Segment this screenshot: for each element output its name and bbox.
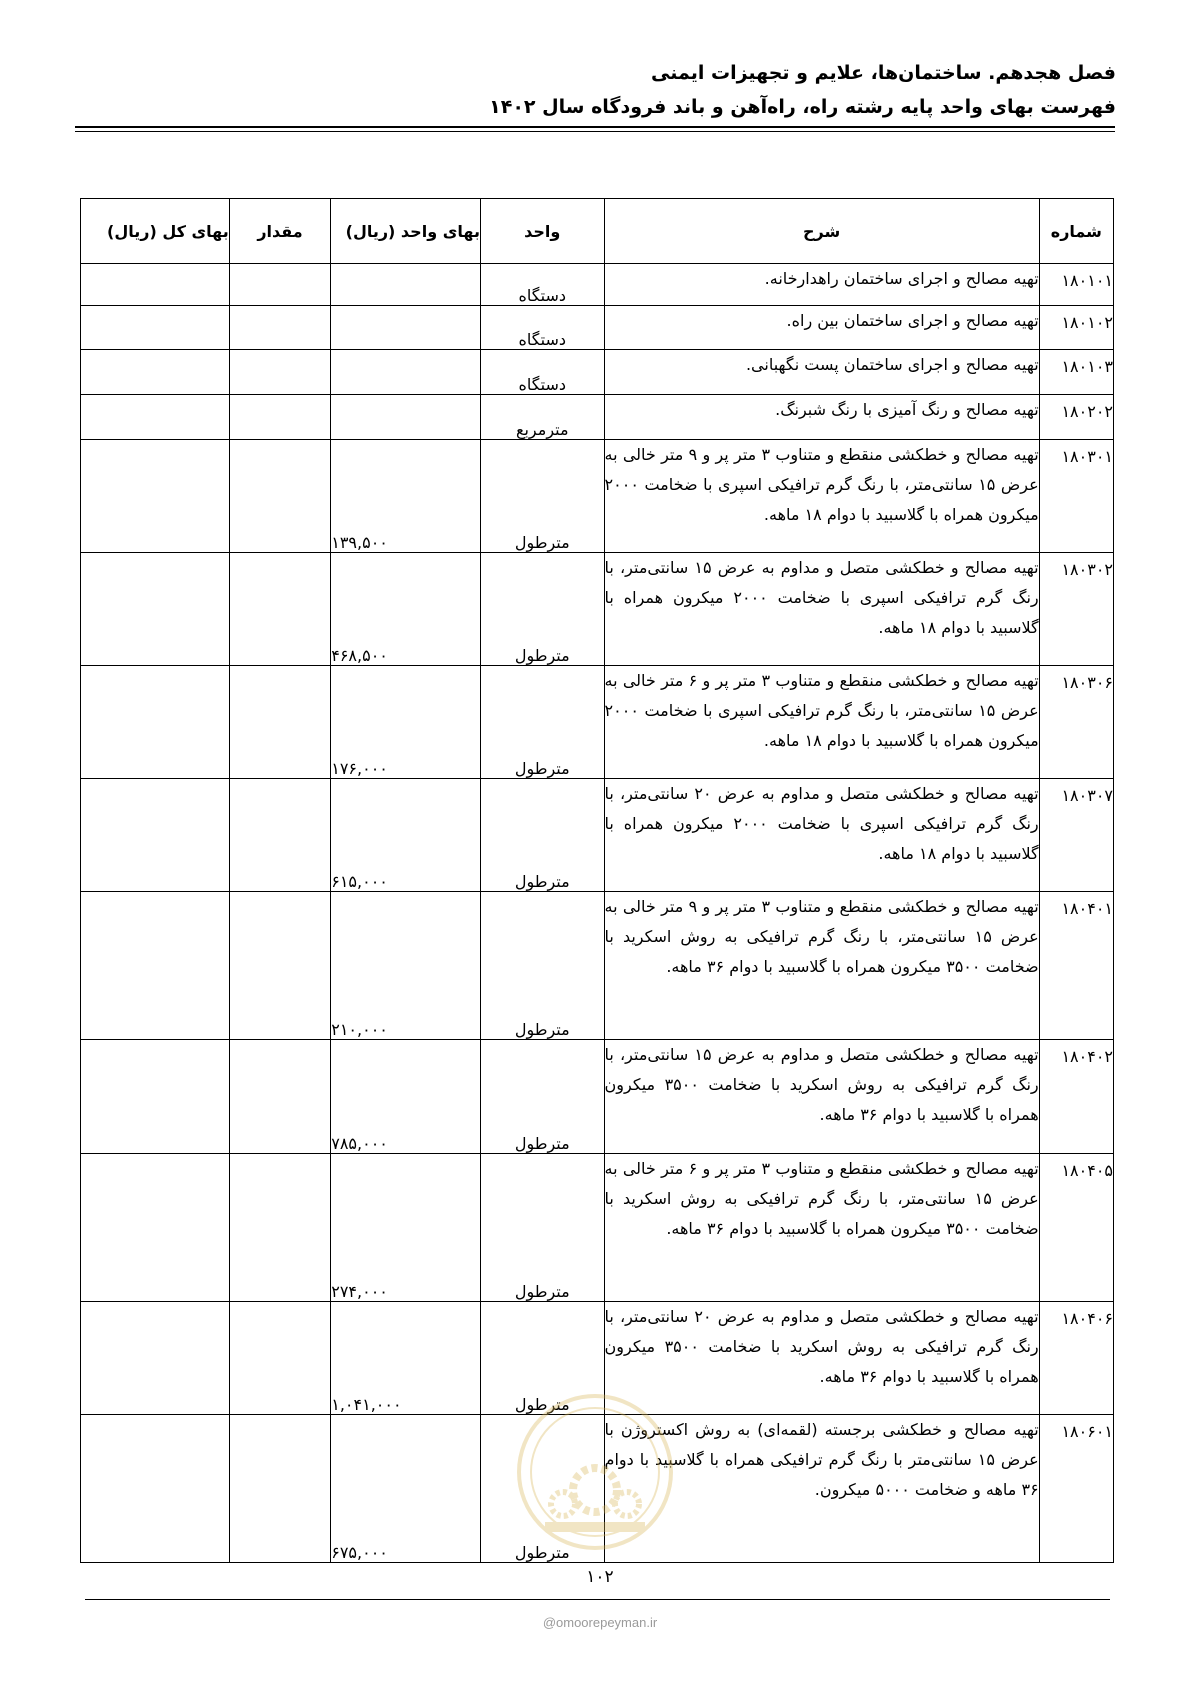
row-total-price: [81, 306, 230, 350]
row-description: تهیه مصالح و اجرای ساختمان بین راه.: [604, 306, 1039, 350]
table-row: [81, 306, 1114, 350]
row-total-price: [81, 264, 230, 306]
row-unit: دستگاه: [480, 264, 604, 306]
row-unit-price: ۱۷۶,۰۰۰: [331, 666, 481, 779]
row-unit-price: ۲۷۴,۰۰۰: [331, 1154, 481, 1302]
row-number: ۱۸۰۴۰۱: [1039, 892, 1113, 1040]
row-unit: مترطول: [480, 440, 604, 553]
table-row: [81, 666, 1114, 779]
row-number: ۱۸۰۴۰۲: [1039, 1040, 1113, 1154]
row-number: ۱۸۰۱۰۲: [1039, 306, 1113, 350]
header-total-price: بهای کل (ریال): [81, 199, 230, 264]
row-description: تهیه مصالح و خطکشی متصل و مداوم به عرض ۲۰ سانتی‌متر، با رنگ گرم ترافیکی اسپری با ضخامت ۲۰۰۰ میکرون همراه با گلاسبید با دوام ۱۸ ماهه.: [604, 779, 1039, 892]
row-unit-price: [331, 350, 481, 395]
row-description: تهیه مصالح و اجرای ساختمان پست نگهبانی.: [604, 350, 1039, 395]
row-quantity: [229, 1040, 330, 1154]
row-description: تهیه مصالح و اجرای ساختمان راهدارخانه.: [604, 264, 1039, 306]
row-quantity: [229, 892, 330, 1040]
row-unit-price: ۷۸۵,۰۰۰: [331, 1040, 481, 1154]
row-unit: مترطول: [480, 1302, 604, 1415]
row-unit-price: [331, 264, 481, 306]
table-row: [81, 1302, 1114, 1415]
row-total-price: [81, 1040, 230, 1154]
row-unit-price: ۶۱۵,۰۰۰: [331, 779, 481, 892]
row-description: تهیه مصالح و رنگ آمیزی با رنگ شبرنگ.: [604, 395, 1039, 440]
row-quantity: [229, 306, 330, 350]
table-row: [81, 779, 1114, 892]
row-unit-price: ۴۶۸,۵۰۰: [331, 553, 481, 666]
row-unit: مترطول: [480, 1040, 604, 1154]
header-quantity: مقدار: [229, 199, 330, 264]
page-number: ۱۰۲: [586, 1567, 614, 1587]
row-unit: مترطول: [480, 553, 604, 666]
row-description: تهیه مصالح و خطکشی متصل و مداوم به عرض ۲۰ سانتی‌متر، با رنگ گرم ترافیکی به روش اسکرید با ضخامت ۳۵۰۰ میکرون همراه با گلاسبید با دوام ۳۶ ماهه.: [604, 1302, 1039, 1415]
header-number: شماره: [1039, 199, 1113, 264]
row-quantity: [229, 264, 330, 306]
row-total-price: [81, 1154, 230, 1302]
row-unit-price: ۱۳۹,۵۰۰: [331, 440, 481, 553]
row-total-price: [81, 1415, 230, 1563]
row-total-price: [81, 350, 230, 395]
row-total-price: [81, 779, 230, 892]
table-header-row: [81, 199, 1114, 264]
row-total-price: [81, 892, 230, 1040]
row-description: تهیه مصالح و خطکشی منقطع و متناوب ۳ متر پر و ۹ متر خالی به عرض ۱۵ سانتی‌متر، با رنگ گرم ترافیکی اسپری با ضخامت ۲۰۰۰ میکرون همراه با گلاسبید با دوام ۱۸ ماهه.: [604, 440, 1039, 553]
header-divider: [75, 126, 1115, 128]
table-row: [81, 892, 1114, 1040]
row-unit: مترطول: [480, 892, 604, 1040]
row-quantity: [229, 440, 330, 553]
table-row: [81, 440, 1114, 553]
row-total-price: [81, 440, 230, 553]
row-number: ۱۸۰۱۰۱: [1039, 264, 1113, 306]
header-unit-price: بهای واحد (ریال): [331, 199, 481, 264]
row-total-price: [81, 666, 230, 779]
row-description: تهیه مصالح و خطکشی متصل و مداوم به عرض ۱۵ سانتی‌متر، با رنگ گرم ترافیکی اسپری با ضخامت ۲۰۰۰ میکرون همراه با گلاسبید با دوام ۱۸ ماهه.: [604, 553, 1039, 666]
row-total-price: [81, 1302, 230, 1415]
page-header: [76, 56, 1116, 124]
table-row: [81, 553, 1114, 666]
row-description: تهیه مصالح و خطکشی برجسته (لقمه‌ای) به روش اکستروژن با عرض ۱۵ سانتی‌متر با رنگ گرم ترافیکی همراه با گلاسبید با دوام ۳۶ ماهه و ضخامت ۵۰۰۰ میکرون.: [604, 1415, 1039, 1563]
row-total-price: [81, 395, 230, 440]
row-unit: مترطول: [480, 666, 604, 779]
row-quantity: [229, 666, 330, 779]
row-number: ۱۸۰۶۰۱: [1039, 1415, 1113, 1563]
price-list-subtitle: فهرست بهای واحد پایه رشته راه، راه‌آهن و باند فرودگاه سال ۱۴۰۲: [489, 96, 1116, 118]
row-number: ۱۸۰۳۰۲: [1039, 553, 1113, 666]
row-number: ۱۸۰۴۰۶: [1039, 1302, 1113, 1415]
header-unit: واحد: [480, 199, 604, 264]
row-unit: مترطول: [480, 1154, 604, 1302]
row-number: ۱۸۰۲۰۲: [1039, 395, 1113, 440]
row-quantity: [229, 779, 330, 892]
row-unit-price: [331, 395, 481, 440]
row-number: ۱۸۰۳۰۶: [1039, 666, 1113, 779]
row-total-price: [81, 553, 230, 666]
row-unit: مترمربع: [480, 395, 604, 440]
row-unit: دستگاه: [480, 306, 604, 350]
table-row: [81, 1154, 1114, 1302]
table-row: [81, 264, 1114, 306]
watermark-text: @omoorepeyman.ir: [542, 1615, 658, 1630]
row-quantity: [229, 1154, 330, 1302]
table-row: [81, 1415, 1114, 1563]
table-row: [81, 350, 1114, 395]
row-quantity: [229, 553, 330, 666]
chapter-title: فصل هجدهم. ساختمان‌ها، علایم و تجهیزات ایمنی: [651, 62, 1116, 84]
table-row: [81, 1040, 1114, 1154]
footer-divider: [85, 1599, 1110, 1600]
row-unit-price: [331, 306, 481, 350]
row-unit-price: ۶۷۵,۰۰۰: [331, 1415, 481, 1563]
row-number: ۱۸۰۳۰۷: [1039, 779, 1113, 892]
header-divider-thin: [75, 131, 1115, 132]
row-quantity: [229, 1415, 330, 1563]
table-row: [81, 395, 1114, 440]
row-quantity: [229, 395, 330, 440]
row-unit-price: ۱,۰۴۱,۰۰۰: [331, 1302, 481, 1415]
row-number: ۱۸۰۳۰۱: [1039, 440, 1113, 553]
row-number: ۱۸۰۱۰۳: [1039, 350, 1113, 395]
row-description: تهیه مصالح و خطکشی منقطع و متناوب ۳ متر پر و ۹ متر خالی به عرض ۱۵ سانتی‌متر، با رنگ گرم ترافیکی به روش اسکرید با ضخامت ۳۵۰۰ میکرون همراه با گلاسبید با دوام ۳۶ ماهه.: [604, 892, 1039, 1040]
row-number: ۱۸۰۴۰۵: [1039, 1154, 1113, 1302]
row-unit: دستگاه: [480, 350, 604, 395]
row-unit-price: ۲۱۰,۰۰۰: [331, 892, 481, 1040]
row-description: تهیه مصالح و خطکشی منقطع و متناوب ۳ متر پر و ۶ متر خالی به عرض ۱۵ سانتی‌متر، با رنگ گرم ترافیکی به روش اسکرید با ضخامت ۳۵۰۰ میکرون همراه با گلاسبید با دوام ۳۶ ماهه.: [604, 1154, 1039, 1302]
row-quantity: [229, 1302, 330, 1415]
price-table: [80, 198, 1114, 1563]
row-unit: مترطول: [480, 779, 604, 892]
row-description: تهیه مصالح و خطکشی منقطع و متناوب ۳ متر پر و ۶ متر خالی به عرض ۱۵ سانتی‌متر، با رنگ گرم ترافیکی اسپری با ضخامت ۲۰۰۰ میکرون همراه با گلاسبید با دوام ۱۸ ماهه.: [604, 666, 1039, 779]
row-unit: مترطول: [480, 1415, 604, 1563]
header-description: شرح: [604, 199, 1039, 264]
row-quantity: [229, 350, 330, 395]
row-description: تهیه مصالح و خطکشی متصل و مداوم به عرض ۱۵ سانتی‌متر، با رنگ گرم ترافیکی به روش اسکرید با ضخامت ۳۵۰۰ میکرون همراه با گلاسبید با دوام ۳۶ ماهه.: [604, 1040, 1039, 1154]
